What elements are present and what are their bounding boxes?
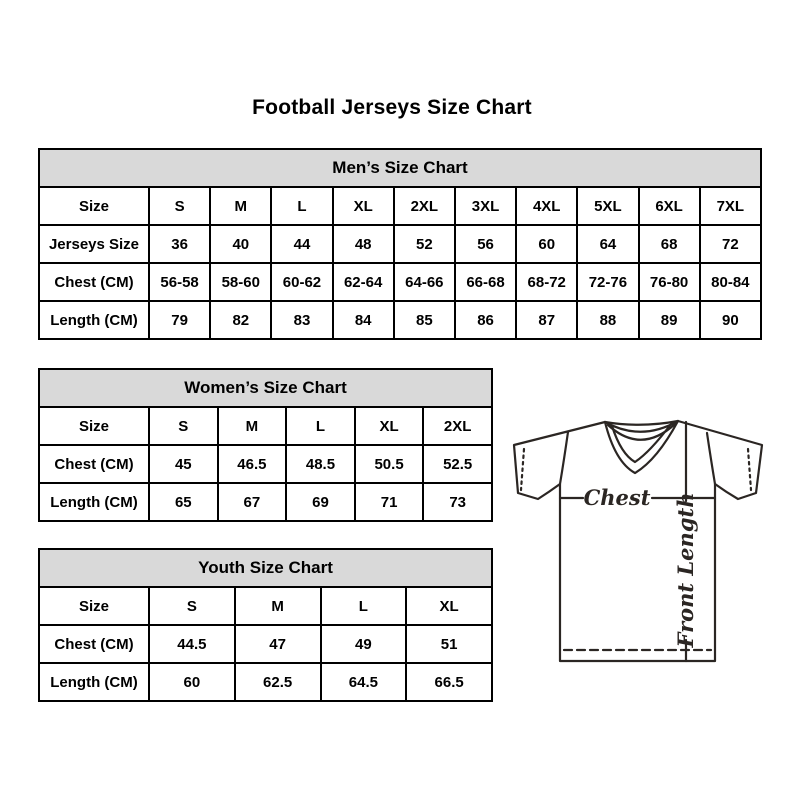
value-cell: 68-72 — [516, 263, 577, 301]
womens-size-table — [38, 368, 493, 522]
value-cell: 71 — [355, 483, 424, 521]
value-cell: 85 — [394, 301, 455, 339]
table-row — [39, 263, 761, 301]
row-label-cell: Size — [39, 407, 149, 445]
value-cell: 49 — [321, 625, 407, 663]
value-cell: 60 — [149, 663, 235, 701]
value-cell: 45 — [149, 445, 218, 483]
value-cell: L — [321, 587, 407, 625]
value-cell: 52.5 — [423, 445, 492, 483]
value-cell: M — [210, 187, 271, 225]
value-cell: 64 — [577, 225, 638, 263]
value-cell: 44.5 — [149, 625, 235, 663]
value-cell: 52 — [394, 225, 455, 263]
value-cell: 2XL — [423, 407, 492, 445]
youth-size-table — [38, 548, 493, 702]
value-cell: 58-60 — [210, 263, 271, 301]
table-row — [39, 445, 492, 483]
value-cell: 47 — [235, 625, 321, 663]
value-cell: 7XL — [700, 187, 761, 225]
row-label-cell: Chest (CM) — [39, 625, 149, 663]
value-cell: 83 — [271, 301, 332, 339]
value-cell: 3XL — [455, 187, 516, 225]
value-cell: 76-80 — [639, 263, 700, 301]
table-row — [39, 625, 492, 663]
value-cell: 79 — [149, 301, 210, 339]
value-cell: 56 — [455, 225, 516, 263]
value-cell: 67 — [218, 483, 287, 521]
value-cell: 6XL — [639, 187, 700, 225]
value-cell: 82 — [210, 301, 271, 339]
value-cell: 40 — [210, 225, 271, 263]
front-length-label: Front Length — [673, 492, 698, 648]
left-sleeve-seam — [560, 432, 568, 484]
value-cell: 48.5 — [286, 445, 355, 483]
value-cell: 80-84 — [700, 263, 761, 301]
table-row — [39, 301, 761, 339]
row-label-cell: Jerseys Size — [39, 225, 149, 263]
value-cell: 56-58 — [149, 263, 210, 301]
value-cell: 4XL — [516, 187, 577, 225]
chest-label: Chest — [583, 485, 651, 510]
table-title-row — [39, 549, 492, 587]
table-row — [39, 187, 761, 225]
row-label-cell: Size — [39, 587, 149, 625]
value-cell: 72-76 — [577, 263, 638, 301]
value-cell: 50.5 — [355, 445, 424, 483]
value-cell: 73 — [423, 483, 492, 521]
value-cell: L — [286, 407, 355, 445]
value-cell: 86 — [455, 301, 516, 339]
value-cell: S — [149, 587, 235, 625]
row-label-cell: Length (CM) — [39, 663, 149, 701]
page-title: Football Jerseys Size Chart — [252, 96, 532, 119]
value-cell: 5XL — [577, 187, 638, 225]
value-cell: XL — [333, 187, 394, 225]
table-row — [39, 483, 492, 521]
value-cell: 66.5 — [406, 663, 492, 701]
table-title-row — [39, 149, 761, 187]
value-cell: S — [149, 187, 210, 225]
jersey-outline — [514, 421, 762, 661]
value-cell: S — [149, 407, 218, 445]
table-row — [39, 587, 492, 625]
row-label-cell: Chest (CM) — [39, 263, 149, 301]
row-label-cell: Size — [39, 187, 149, 225]
value-cell: 46.5 — [218, 445, 287, 483]
mens-size-table — [38, 148, 762, 340]
value-cell: 51 — [406, 625, 492, 663]
row-label-cell: Length (CM) — [39, 301, 149, 339]
value-cell: L — [271, 187, 332, 225]
table-row — [39, 407, 492, 445]
left-cuff-dotted-line — [521, 449, 524, 490]
value-cell: 84 — [333, 301, 394, 339]
right-cuff-dotted-line — [748, 449, 751, 490]
value-cell: 36 — [149, 225, 210, 263]
value-cell: 62.5 — [235, 663, 321, 701]
value-cell: 66-68 — [455, 263, 516, 301]
value-cell: 88 — [577, 301, 638, 339]
value-cell: 87 — [516, 301, 577, 339]
value-cell: 65 — [149, 483, 218, 521]
value-cell: XL — [355, 407, 424, 445]
jersey-measurement-diagram — [504, 400, 766, 670]
value-cell: 44 — [271, 225, 332, 263]
value-cell: 60-62 — [271, 263, 332, 301]
value-cell: 64.5 — [321, 663, 407, 701]
value-cell: M — [218, 407, 287, 445]
table-row — [39, 225, 761, 263]
value-cell: 2XL — [394, 187, 455, 225]
value-cell: M — [235, 587, 321, 625]
value-cell: XL — [406, 587, 492, 625]
value-cell: 90 — [700, 301, 761, 339]
right-sleeve-seam — [707, 433, 715, 484]
value-cell: 72 — [700, 225, 761, 263]
value-cell: 62-64 — [333, 263, 394, 301]
value-cell: 48 — [333, 225, 394, 263]
value-cell: 69 — [286, 483, 355, 521]
value-cell: 89 — [639, 301, 700, 339]
row-label-cell: Length (CM) — [39, 483, 149, 521]
table-title-row — [39, 369, 492, 407]
table-title: Youth Size Chart — [39, 549, 492, 587]
row-label-cell: Chest (CM) — [39, 445, 149, 483]
table-title: Women’s Size Chart — [39, 369, 492, 407]
table-row — [39, 663, 492, 701]
value-cell: 64-66 — [394, 263, 455, 301]
value-cell: 60 — [516, 225, 577, 263]
value-cell: 68 — [639, 225, 700, 263]
table-title: Men’s Size Chart — [39, 149, 761, 187]
